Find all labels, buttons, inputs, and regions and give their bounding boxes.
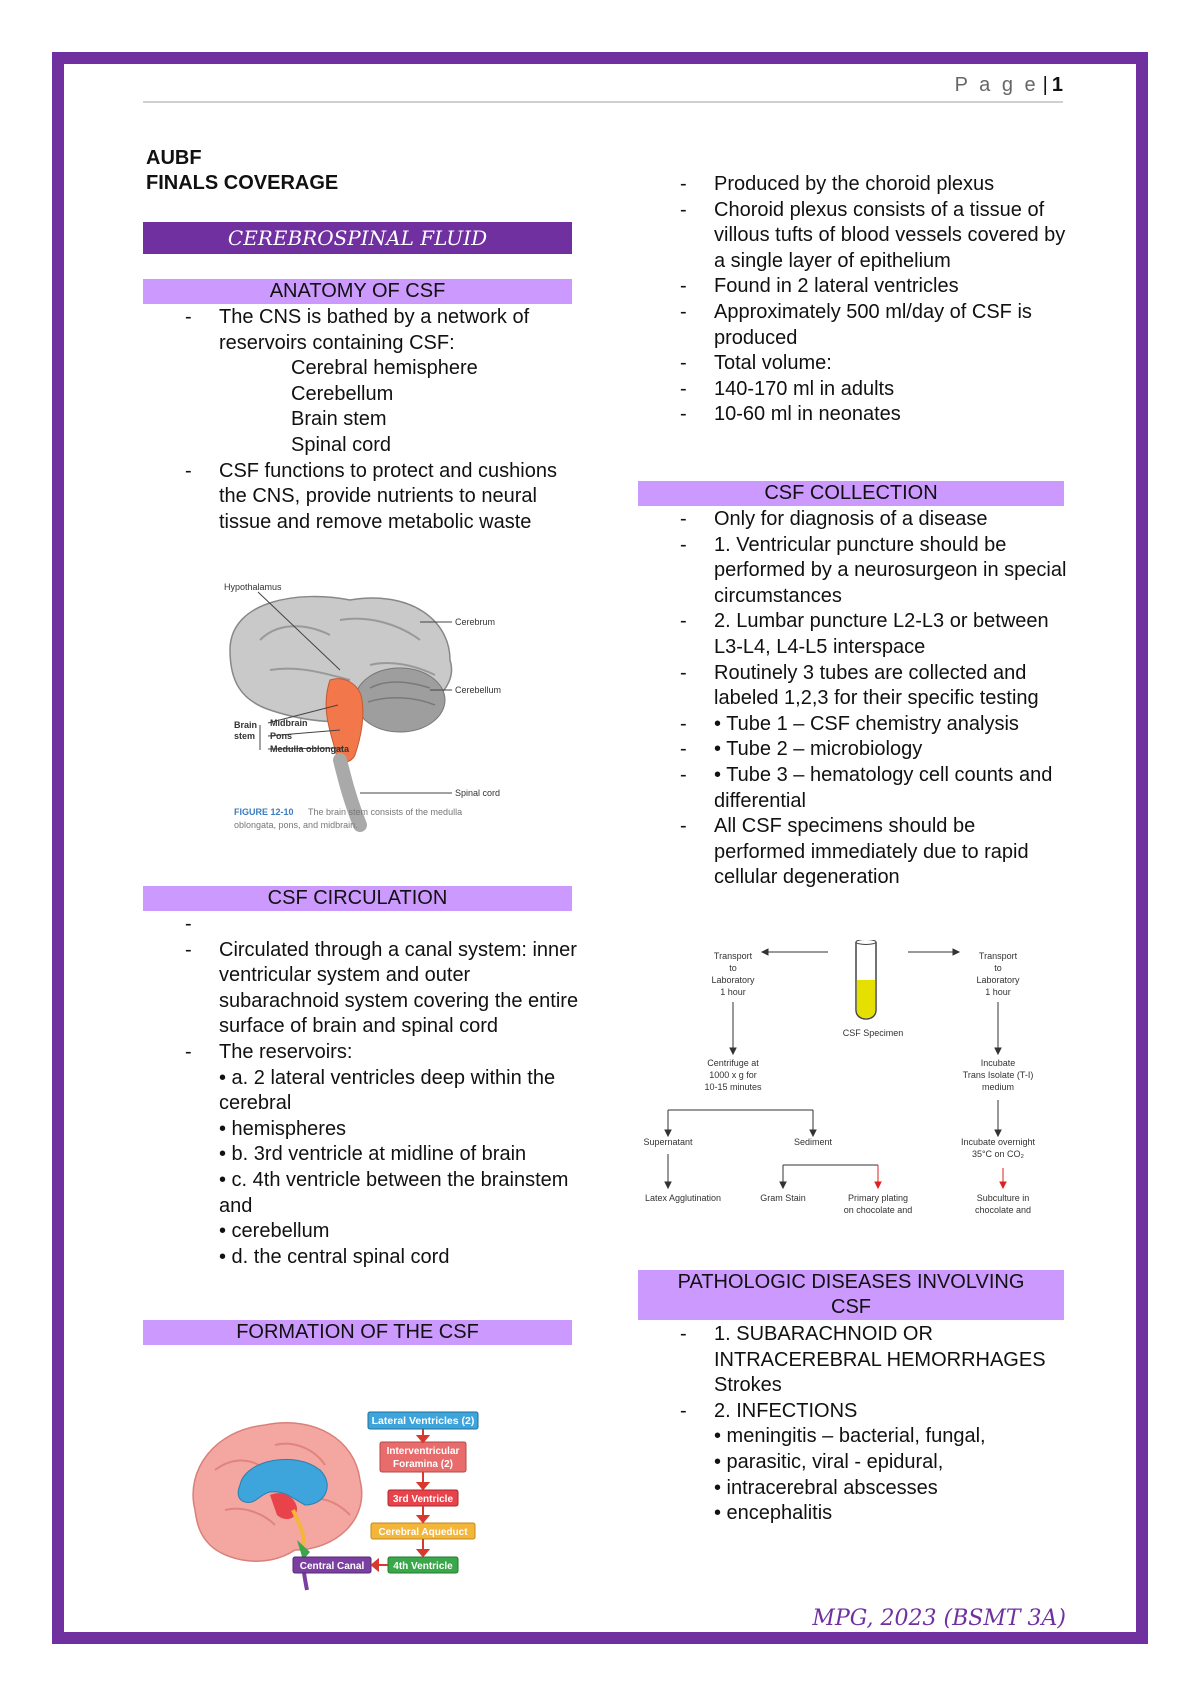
list-item: - The CNS is bathed by a network of reservoirs containing CSF: — [143, 305, 583, 356]
list-item — [143, 912, 583, 938]
diagram-text: Laboratory — [976, 975, 1020, 985]
diagram-text: Laboratory — [711, 975, 755, 985]
main-banner: CEREBROSPINAL FLUID — [143, 222, 572, 254]
infection-item: • parasitic, viral - epidural, — [714, 1450, 944, 1473]
circulation-list — [143, 912, 583, 1270]
diagram-text: chocolate and — [974, 1205, 1032, 1215]
section-heading-pathologic — [638, 1270, 1064, 1320]
infection-item: • encephalitis — [714, 1502, 833, 1525]
reservoir-item: • c. 4th ventricle between the brainstem and — [219, 1168, 569, 1217]
list-item: - • Tube 3 – hematology cell counts and differential — [638, 763, 1068, 814]
figure-caption: oblongata, pons, and midbrain. — [234, 820, 358, 830]
list-item: - Approximately 500 ml/day of CSF is produced — [638, 300, 1068, 351]
list-item: - 2. Lumbar puncture L2-L3 or between L3-L4, L4-L5 interspace — [638, 609, 1068, 660]
infection-item: • intracerebral abscesses — [714, 1476, 938, 1499]
collection-list — [638, 507, 1068, 891]
flow-central-canal: Central Canal — [299, 1561, 365, 1572]
flow-third-ventricle: 3rd Ventricle — [392, 1494, 454, 1505]
figure-label: stem — [234, 731, 256, 741]
title-line-1: AUBF — [146, 147, 202, 169]
diagram-text: 35°C on CO₂ — [971, 1149, 1025, 1159]
list-item: - CSF functions to protect and cushions the CNS, provide nutrients to neural tissue and remove metabolic waste — [143, 459, 583, 536]
reservoir-item: Cerebral hemisphere — [291, 357, 478, 380]
anatomy-list — [143, 305, 583, 535]
list-item: - 1. Ventricular puncture should be performed by a neurosurgeon in special circumstances — [638, 533, 1068, 610]
pathologic-heading-line-1: PATHOLOGIC DISEASES INVOLVING — [677, 1271, 1025, 1293]
page-label: P a g e — [954, 74, 1039, 96]
list-item: - Total volume: — [638, 351, 1068, 377]
list-item: - The reservoirs: — [143, 1040, 583, 1066]
diagram-text: Subculture in — [976, 1193, 1030, 1203]
diagram-text: Latex Agglutination — [644, 1193, 722, 1203]
header-rule — [143, 101, 1063, 103]
figure-label: Medulla oblongata — [270, 744, 350, 754]
section-heading-collection: CSF COLLECTION — [638, 481, 1064, 506]
diagram-text: Centrifuge at — [707, 1058, 759, 1068]
page-number: 1 — [1051, 74, 1063, 96]
list-item: - • Tube 1 – CSF chemistry analysis — [638, 712, 1068, 738]
figure-caption: The brain stem consists of the medulla — [308, 807, 463, 817]
diagram-text: to — [994, 963, 1002, 973]
reservoir-item: • hemispheres — [219, 1117, 347, 1140]
csf-collection-diagram — [638, 940, 1064, 1224]
reservoir-item: Cerebellum — [291, 382, 394, 405]
figure-label: Pons — [270, 731, 293, 741]
diagram-text: 1000 x g for — [709, 1070, 757, 1080]
section-heading-formation: FORMATION OF THE CSF — [143, 1320, 572, 1345]
list-item: - 140-170 ml in adults — [638, 377, 1068, 403]
list-item: - Circulated through a canal system: inner ventricular system and outer subarachnoid system covering the entire surface of brain and spinal cord — [143, 938, 583, 1040]
flow-interventricular: Interventricular — [386, 1446, 460, 1457]
reservoir-item: Spinal cord — [291, 433, 392, 456]
figure-caption-number: FIGURE 12-10 — [234, 807, 294, 817]
specimen-tube-icon — [856, 940, 876, 1019]
list-item: - Choroid plexus consists of a tissue of villous tufts of blood vessels covered by a single layer of epithelium — [638, 198, 1068, 275]
list-item: - Routinely 3 tubes are collected and labeled 1,2,3 for their specific testing — [638, 661, 1068, 712]
diagram-text: CSF Specimen — [842, 1028, 904, 1038]
diagram-text: Incubate — [980, 1058, 1016, 1068]
pathologic-heading-line-2: CSF — [831, 1296, 871, 1318]
flow-lateral-ventricles: Lateral Ventricles (2) — [371, 1415, 475, 1427]
figure-label: Spinal cord — [455, 788, 501, 798]
footer-credit: MPG, 2023 (BSMT 3A) — [812, 1606, 1066, 1631]
diagram-text: to — [729, 963, 737, 973]
diagram-text: 10-15 minutes — [704, 1082, 762, 1092]
brain-stem-figure — [190, 570, 520, 840]
list-item: - • Tube 2 – microbiology — [638, 737, 1068, 763]
list-item: - 2. INFECTIONS — [638, 1399, 1068, 1425]
diagram-text: Gram Stain — [760, 1193, 806, 1203]
reservoir-item: • cerebellum — [219, 1220, 330, 1243]
diagram-text: 1 hour — [985, 987, 1011, 997]
reservoir-item: • d. the central spinal cord — [219, 1245, 450, 1268]
diagram-text: Sediment — [793, 1137, 833, 1147]
list-item: - Only for diagnosis of a disease — [638, 507, 1068, 533]
diagram-text: Primary plating — [847, 1193, 909, 1203]
diagram-text: on chocolate and — [843, 1205, 913, 1215]
figure-label: Midbrain — [270, 718, 308, 728]
list-item: - 10-60 ml in neonates — [638, 402, 1068, 428]
document-title — [146, 146, 338, 196]
figure-label: Hypothalamus — [224, 582, 282, 592]
diagram-text: Trans Isolate (T-I) — [962, 1070, 1034, 1080]
section-heading-anatomy: ANATOMY OF CSF — [143, 279, 572, 304]
list-item: - Produced by the choroid plexus — [638, 172, 1068, 198]
diagram-text: Supernatant — [643, 1137, 693, 1147]
list-item: - All CSF specimens should be performed immediately due to rapid cellular degeneration — [638, 814, 1068, 891]
list-item-subtext: Strokes — [714, 1374, 782, 1397]
diagram-text: Incubate overnight — [960, 1137, 1036, 1147]
list-item: - 1. SUBARACHNOID OR INTRACEREBRAL HEMORRHAGES — [638, 1322, 1068, 1373]
diagram-text: Transport — [713, 951, 753, 961]
figure-label: Cerebrum — [455, 617, 496, 627]
diagram-text: 1 hour — [720, 987, 746, 997]
flow-cerebral-aqueduct: Cerebral Aqueduct — [378, 1527, 468, 1538]
diagram-text: medium — [981, 1082, 1015, 1092]
section-heading-circulation: CSF CIRCULATION — [143, 886, 572, 911]
page-header: P a g e | 1 — [954, 74, 1063, 96]
reservoir-item: • b. 3rd ventricle at midline of brain — [219, 1143, 527, 1166]
reservoir-item: Brain stem — [291, 408, 387, 431]
pathologic-list — [638, 1322, 1068, 1527]
reservoir-item: • a. 2 lateral ventricles deep within the cerebral — [219, 1066, 556, 1115]
csf-formation-figure — [185, 1410, 485, 1595]
infection-item: • meningitis – bacterial, fungal, — [714, 1425, 986, 1448]
figure-label: Cerebellum — [455, 685, 502, 695]
figure-label: Brain — [234, 720, 258, 730]
list-item: - Found in 2 lateral ventricles — [638, 274, 1068, 300]
title-line-2: FINALS COVERAGE — [146, 172, 339, 194]
flow-foramina: Foramina (2) — [392, 1459, 454, 1470]
flow-fourth-ventricle: 4th Ventricle — [393, 1561, 453, 1572]
production-list — [638, 172, 1068, 428]
diagram-text: Transport — [978, 951, 1018, 961]
